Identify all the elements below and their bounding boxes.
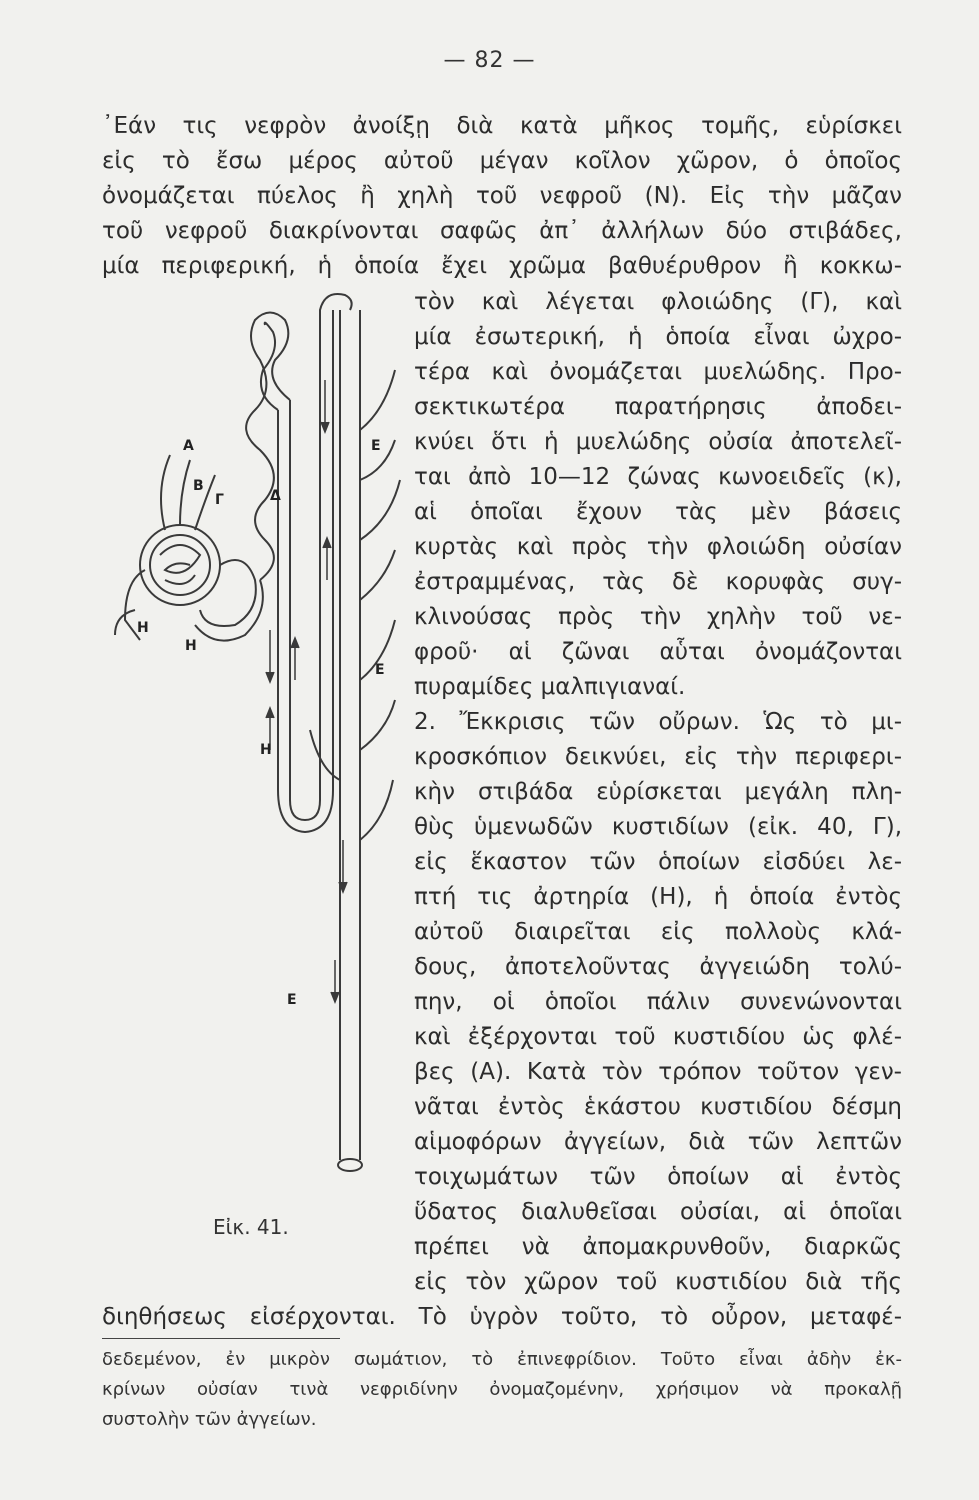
text-line: εἰς τὸ ἔσω μέρος αὐτοῦ μέγαν κοῖλον χῶρον, ὁ ὁποῖος [102,148,902,174]
text-line: τοιχωμάτων τῶν ὁποίων αἱ ἐντὸς [414,1164,902,1190]
text-line: πην, οἱ ὁποῖοι πάλιν συνενώνονται [414,989,902,1015]
section-heading-line: 2. Ἔκκρισις τῶν οὔρων. Ὡς τὸ μι- [414,709,902,735]
figure-label: Ε [371,438,381,454]
text-line: αἱμοφόρων ἀγγείων, διὰ τῶν λεπτῶν [414,1129,902,1155]
figure-label: Η [137,620,149,636]
text-line: τέρα καὶ ὀνομάζεται μυελώδης. Προ- [414,359,902,385]
footnote-divider [102,1338,340,1339]
text-line: διηθήσεως εἰσέρχονται. Τὸ ὑγρὸν τοῦτο, τὸ οὖρον, μεταφέ- [102,1304,902,1330]
footnote-line: κρίνων οὐσίαν τινὰ νεφριδίνην ὀνομαζομένην, χρήσιμον νὰ προκαλῇ [102,1379,902,1400]
figure-label: Ε [375,662,385,678]
text-line: πρέπει νὰ ἀπομακρυνθοῦν, διαρκῶς [414,1234,902,1260]
text-line: δους, ἀποτελοῦντας ἀγγειώδη τολύ- [414,954,902,980]
text-line: ται ἀπὸ 10—12 ζώνας κωνοειδεῖς (κ), [414,464,902,490]
figure-caption: Εἰκ. 41. [213,1215,289,1239]
text-line: βες (Α). Κατὰ τὸν τρόπον τοῦτον γεν- [414,1059,902,1085]
text-line: ᾿Εάν τις νεφρὸν ἀνοίξῃ διὰ κατὰ μῆκος τομῆς, εὑρίσκει [102,113,902,139]
figure-label: Α [183,438,194,454]
figure-label: Γ [215,492,224,508]
figure-label: Δ [270,488,281,504]
text-line: κὴν στιβάδα εὑρίσκεται μεγάλη πλη- [414,779,902,805]
nephron-figure [95,280,415,1225]
figure-label: Η [260,742,272,758]
text-line: καὶ ἐξέρχονται τοῦ κυστιδίου ὡς φλέ- [414,1024,902,1050]
text-line: ὀνομάζεται πύελος ἢ χηλὴ τοῦ νεφροῦ (Ν). Εἰς τὴν μᾶζαν [102,183,902,209]
text-line: αἱ ὁποῖαι ἔχουν τὰς μὲν βάσεις [414,499,902,525]
text-line: εἰς ἕκαστον τῶν ὁποίων εἰσδύει λε- [414,849,902,875]
page-number: — 82 — [443,48,536,73]
text-line: μία ἐσωτερική, ἡ ὁποία εἶναι ὠχρο- [414,324,902,350]
text-line: νᾶται ἐντὸς ἑκάστου κυστιδίου δέσμη [414,1094,902,1120]
text-line: εἰς τὸν χῶρον τοῦ κυστιδίου διὰ τῆς [414,1269,902,1295]
figure-label: Β [193,478,204,494]
figure-label: Η [185,638,197,654]
text-line: κλινούσας πρὸς τὴν χηλὴν τοῦ νε- [414,604,902,630]
text-line: πτή τις ἀρτηρία (Η), ἡ ὁποία ἐντὸς [414,884,902,910]
text-line: μία περιφερική, ἡ ὁποία ἔχει χρῶμα βαθυέρυθρον ἢ κοκκω- [102,253,902,279]
text-line: τὸν καὶ λέγεται φλοιώδης (Γ), καὶ [414,289,902,315]
text-line: σεκτικωτέρα παρατήρησις ἀποδει- [414,394,902,420]
text-line: τοῦ νεφροῦ διακρίνονται σαφῶς ἀπ᾿ ἀλλήλων δύο στιβάδες, [102,218,902,244]
text-line: φροῦ· αἱ ζῶναι αὗται ὀνομάζονται [414,639,902,665]
text-line: θὺς ὑμενωδῶν κυστιδίων (εἰκ. 40, Γ), [414,814,902,840]
footnote-line: δεδεμένον, ἐν μικρὸν σωμάτιον, τὸ ἐπινεφρίδιον. Τοῦτο εἶναι ἀδὴν ἐκ- [102,1349,902,1370]
text-line: κνύει ὅτι ἡ μυελώδης οὐσία ἀποτελεῖ- [414,429,902,455]
text-line: ἐστραμμένας, τὰς δὲ κορυφὰς συγ- [414,569,902,595]
nephron-illustration [95,280,415,1225]
text-line: ὕδατος διαλυθεῖσαι οὐσίαι, αἱ ὁποῖαι [414,1199,902,1225]
text-line: πυραμίδες μαλπιγιαναί. [414,674,686,700]
text-line: κροσκόπιον δεικνύει, εἰς τὴν περιφερι- [414,744,902,770]
text-line: αὐτοῦ διαιρεῖται εἰς πολλοὺς κλά- [414,919,902,945]
figure-label: Ε [287,992,297,1008]
footnote-line: συστολὴν τῶν ἀγγείων. [102,1409,317,1430]
text-line: κυρτὰς καὶ πρὸς τὴν φλοιώδη οὐσίαν [414,534,902,560]
